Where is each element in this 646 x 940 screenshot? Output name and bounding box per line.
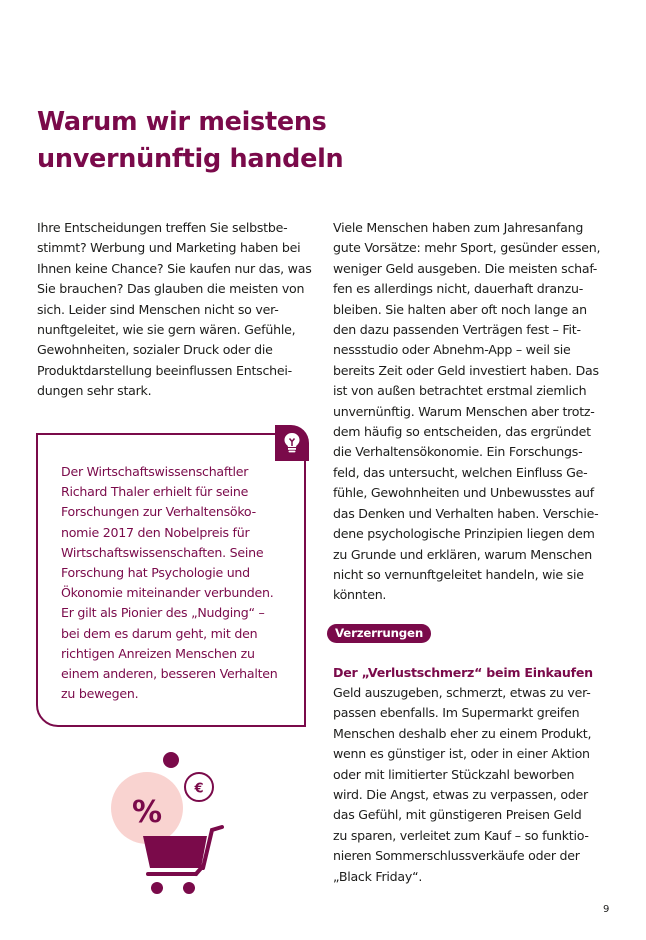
text-line: Viele Menschen haben zum Jahresanfang (333, 220, 584, 235)
text-line: den dazu passenden Verträgen fest – Fit- (333, 322, 581, 338)
text-line: Gewohnheiten, sozialer Druck oder die (37, 342, 273, 358)
text-line: Geld auszugeben, schmerzt, etwas zu ver- (333, 685, 591, 700)
page-number: 9 (603, 904, 610, 915)
text-line: fen es allerdings nicht, dauerhaft dranzu- (333, 281, 584, 297)
text-line: könnten. (333, 587, 387, 603)
text-line: Ihnen keine Chance? Sie kaufen nur das, was (37, 260, 312, 276)
text-line: Der Wirtschaftswissenschaftler (61, 464, 249, 479)
text-line: nomie 2017 den Nobelpreis für (61, 524, 250, 540)
text-line: Wirtschaftswissenschaften. Seine (61, 544, 264, 560)
section-text (333, 683, 625, 887)
text-line: zu Grunde und erklären, warum Menschen (333, 546, 593, 562)
text-line: bereits Zeit oder Geld investiert haben. Das (333, 362, 599, 378)
text-line: dem häufig so entscheiden, das ergründet (333, 424, 591, 440)
right-column-text (333, 218, 625, 606)
text-line: weniger Geld ausgeben. Die meisten schaf- (333, 260, 598, 276)
text-line: Forschung hat Psychologie und (61, 565, 250, 581)
text-line: das Gefühl, mit günstigeren Preisen Geld (333, 807, 582, 823)
section-badge: Verzerrungen (327, 624, 431, 643)
text-line: wenn es günstiger ist, oder in einer Aktion (333, 746, 590, 762)
text-line: einem anderen, besseren Verhalten (61, 666, 278, 682)
percent-icon: % (131, 795, 163, 830)
text-line: wird. Die Angst, etwas zu verpassen, oder (333, 787, 588, 803)
text-line: zu bewegen. (61, 686, 139, 702)
text-line: das Denken und Verhalten haben. Verschie- (333, 505, 599, 521)
text-line: passen ebenfalls. Im Supermarkt greifen (333, 705, 580, 721)
text-line: richtigen Anreizen Menschen zu (61, 645, 255, 661)
text-line: stimmt? Werbung und Marketing haben bei (37, 240, 301, 256)
text-line: Er gilt als Pionier des „Nudging“ – (61, 605, 265, 621)
section-subheading: Der „Verlustschmerz“ beim Einkaufen (333, 665, 593, 680)
euro-symbol: € (194, 781, 204, 797)
text-line: oder mit limitierter Stückzahl beworben (333, 766, 575, 782)
text-line: Menschen deshalb eher zu einem Produkt, (333, 725, 592, 741)
text-line: unvernünftig. Warum Menschen aber trotz- (333, 403, 595, 419)
title-line-2: unvernünftig handeln (37, 144, 344, 174)
text-line: Sie brauchen? Das glauben die meisten von (37, 281, 305, 297)
text-line: dungen sehr stark. (37, 383, 152, 399)
coin-dot-icon (163, 752, 179, 768)
text-line: dene psychologische Prinzipien liegen dem (333, 526, 595, 542)
text-line: nunftgeleitet, wie sie gern wären. Gefühle, (37, 322, 296, 338)
text-line: sich. Leider sind Menschen nicht so ver- (37, 301, 279, 317)
shopping-cart-icon (143, 827, 222, 894)
text-line: bleiben. Sie halten aber oft noch lange an (333, 301, 587, 317)
text-line: feld, das untersucht, welchen Einfluss Ge- (333, 464, 588, 480)
text-line: Ihre Entscheidungen treffen Sie selbstbe- (37, 220, 288, 235)
text-line: gute Vorsätze: mehr Sport, gesünder essen, (333, 240, 601, 256)
text-line: Richard Thaler erhielt für seine (61, 484, 249, 500)
text-line: Forschungen zur Verhaltensöko- (61, 504, 256, 520)
text-line: fühle, Gewohnheiten und Unbewusstes auf (333, 485, 594, 501)
text-line: bei dem es darum geht, mit den (61, 625, 258, 641)
text-line: nicht so vernunftgeleitet handeln, wie sie (333, 566, 584, 582)
text-line: ist von außen betrachtet erstmal ziemlich (333, 383, 587, 399)
text-line: Ökonomie miteinander verbunden. (61, 585, 274, 601)
text-line: nieren Sommerschlussverkäufe oder der (333, 848, 580, 864)
text-line: zu sparen, verleitet zum Kauf – so funktio- (333, 827, 589, 843)
title-line-1: Warum wir meistens (37, 107, 327, 137)
text-line: Produktdarstellung beeinflussen Entschei- (37, 362, 292, 378)
text-line: nessstudio oder Abnehm-App – weil sie (333, 342, 571, 358)
text-line: die Verhaltensökonomie. Ein Forschungs- (333, 444, 583, 460)
text-line: „Black Friday“. (333, 868, 423, 884)
